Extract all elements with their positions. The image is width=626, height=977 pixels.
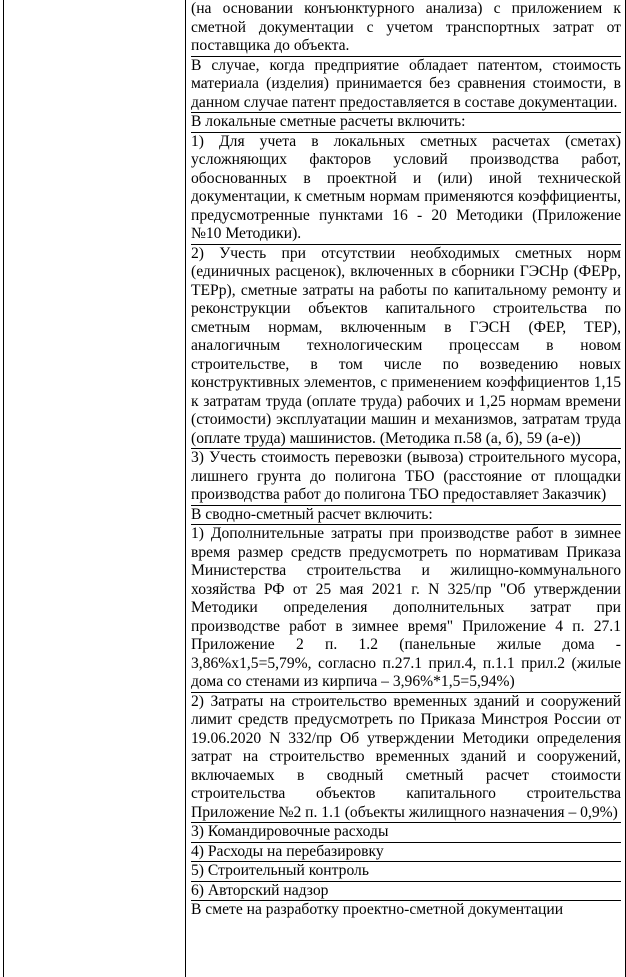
heading-local-estimates: В локальные сметные расчеты включить:: [191, 112, 621, 132]
content-cell: [186, 0, 626, 977]
summary-estimate-item-2: 2) Затраты на строительство временных зданий и сооружений лимит средств предусмотреть по Приказа Минстроя России от 19.06.2020 N 332/пр Об утверждении Методики определения затрат на строительство временных зданий и сооружений, включаемых в сводный сметный расчет стоимости строительства объектов капитального строительства Приложение №2 п. 1.1 (объекты жилищного назначения – 0,9%): [191, 692, 621, 821]
summary-estimate-item-3: 3) Командировочные расходы: [191, 822, 621, 842]
paragraph-conjuncture-analysis: (на основании конъюнктурного анализа) с приложением к сметной документации с учетом транспортных затрат от поставщика до объекта.: [191, 0, 621, 54]
local-estimate-item-2: 2) Учесть при отсутствии необходимых сметных норм (единичных расценок), включенных в сборники ГЭСНр (ФЕРр, ТЕРр), сметные затраты на работы по капитальному ремонту и реконструкции объектов капитального строительства по сметным нормам, включенным в ГЭСН (ФЕР, ТЕР), аналогичным технологическим процессам в новом строительстве, в том числе по возведению новых конструктивных элементов, с применением коэффициентов 1,15 к затратам труда (оплате труда) рабочих и 1,25 нормам времени (стоимости) эксплуатации машин и механизмов, затратам труда (оплате труда) машинистов. (Методика п.58 (а, б), 59 (а-е)): [191, 244, 621, 447]
local-estimate-item-1: 1) Для учета в локальных сметных расчетах (сметах) усложняющих факторов условий производства работ, обоснованных в проектной и (или) иной технической документации, к сметным нормам применяются коэффициенты, предусмотренные пунктами 16 - 20 Методики (Приложение №10 Методики).: [191, 132, 621, 242]
label-cell: [4, 0, 186, 977]
summary-estimate-item-5: 5) Строительный контроль: [191, 861, 621, 881]
requirements-table: [3, 0, 626, 977]
paragraph-patent: В случае, когда предприятие обладает патентом, стоимость материала (изделия) принимается без сравнения стоимости, в данном случае патент предоставляется в составе документации.: [191, 56, 621, 111]
heading-summary-estimate: В сводно-сметный расчет включить:: [191, 505, 621, 525]
paragraph-design-estimate: В смете на разработку проектно-сметной документации: [191, 900, 621, 920]
summary-estimate-item-4: 4) Расходы на перебазировку: [191, 842, 621, 862]
table-row: [4, 0, 626, 977]
summary-estimate-item-6: 6) Авторский надзор: [191, 881, 621, 901]
content-block: [186, 0, 625, 920]
local-estimate-item-3: 3) Учесть стоимость перевозки (вывоза) строительного мусора, лишнего грунта до полигона ТБО (расстояние от площадки производства работ до полигона ТБО предоставляет Заказчик): [191, 449, 621, 503]
summary-estimate-item-1: 1) Дополнительные затраты при производстве работ в зимнее время размер средств предусмотреть по нормативам Приказа Министерства строительства и жилищно-коммунального хозяйства РФ от 25 мая 2021 г. N 325/пр "Об утверждении Методики определения дополнительных затрат при производстве работ в зимнее время" Приложение 4 п. 27.1 Приложение 2 п. 1.2 (панельные жилые дома - 3,86%х1,5=5,79%, согласно п.27.1 прил.4, п.1.1 прил.2 (жилые дома со стенами из кирпича – 3,96%*1,5=5,94%): [191, 525, 621, 690]
